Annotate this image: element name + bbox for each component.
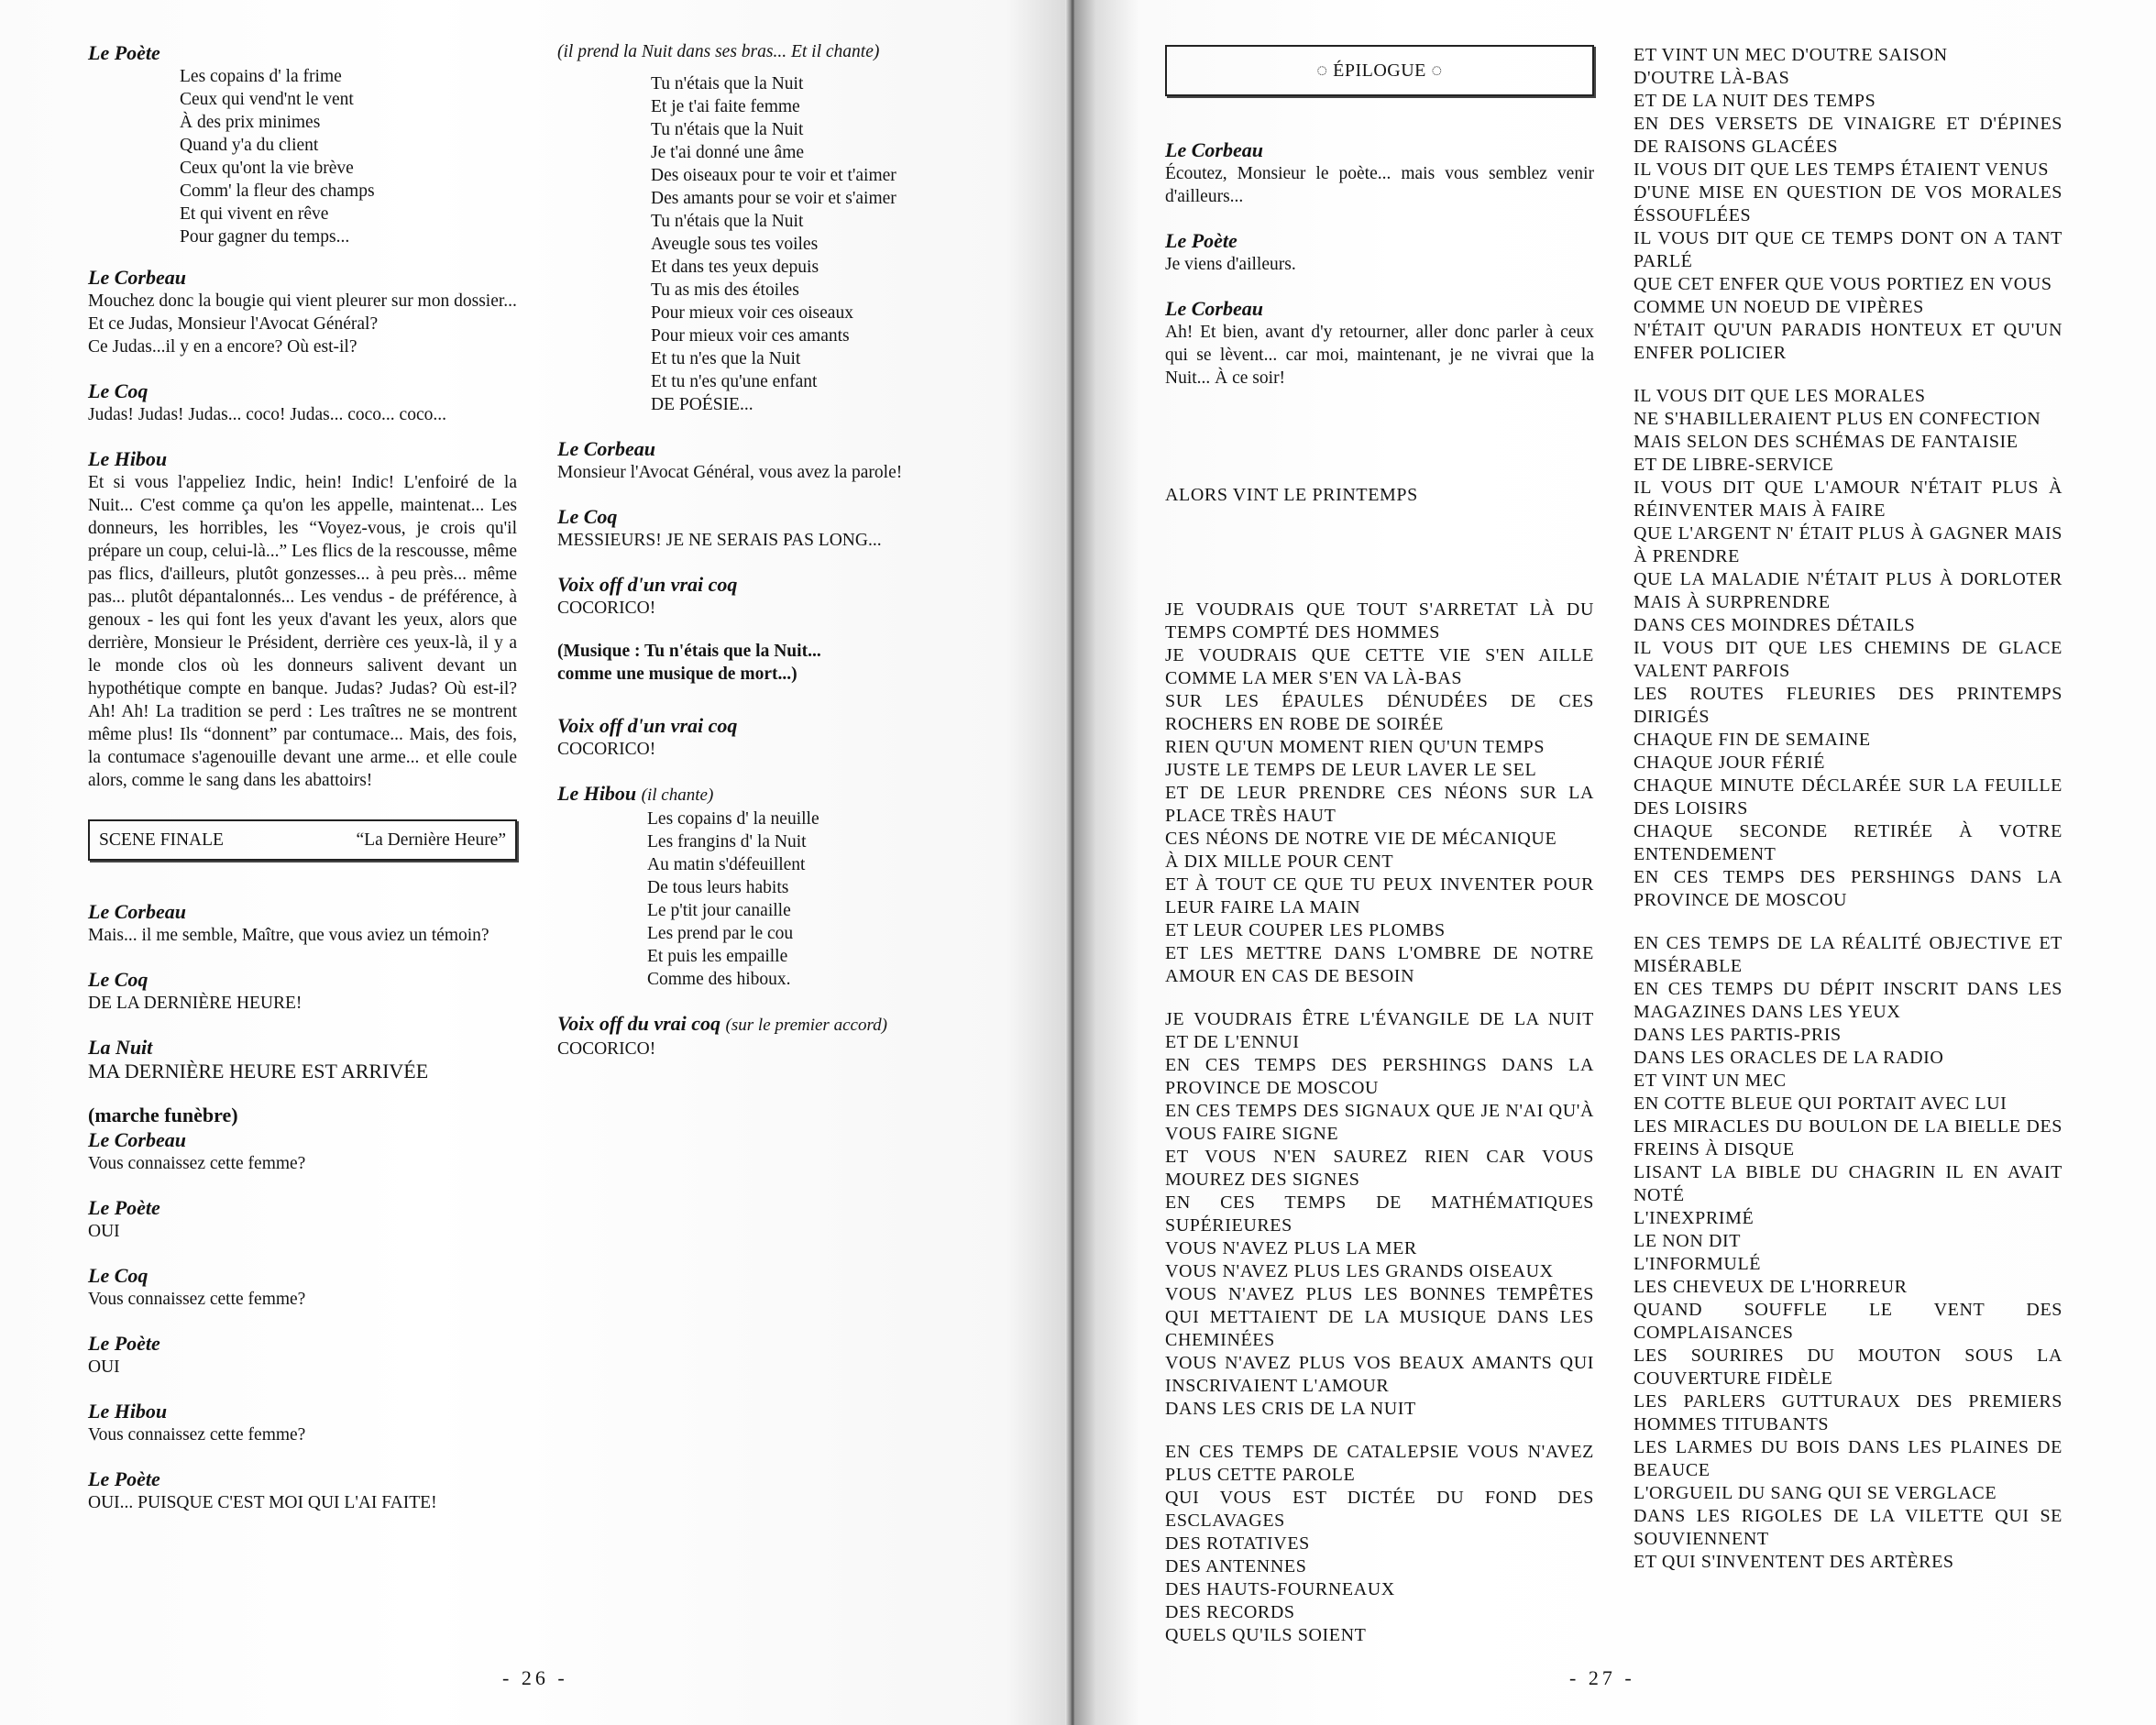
speaker-name: [557, 1011, 961, 1038]
dialogue-text: [88, 1491, 517, 1514]
speaker-name: La Nuit: [88, 1036, 153, 1059]
song-line: Les copains d' la neuille: [647, 809, 820, 829]
poem-line: ET DE LEUR PRENDRE CES NÉONS SUR LA PLACE TRÈS HAUT: [1165, 783, 1594, 826]
dialogue-line: MA DERNIÈRE HEURE EST ARRIVÉE: [88, 1060, 429, 1082]
scene-subtitle: “La Dernière Heure”: [356, 830, 506, 850]
dialogue-block: [88, 379, 517, 426]
poem-stanza: [1165, 1008, 1594, 1421]
poem-line: D'OUTRE LÀ-BAS: [1634, 68, 1790, 88]
poem-line: EN CES TEMPS DES PERSHINGS DANS LA PROVINCE DE MOSCOU: [1634, 867, 2062, 910]
poem-line: IL VOUS DIT QUE CE TEMPS DONT ON A TANT PARLÉ: [1634, 228, 2062, 271]
song-line: Les prend par le cou: [647, 924, 794, 943]
song-line: Et tu n'es qu'une enfant: [651, 372, 818, 391]
song-line: Comme des hiboux.: [647, 970, 791, 989]
poem-line: JE VOUDRAIS QUE TOUT S'ARRETAT LÀ DU TEMPS COMPTÉ DES HOMMES: [1165, 599, 1594, 643]
speaker-name: Le Hibou: [88, 1400, 168, 1423]
poem-line: EN CES TEMPS DE MATHÉMATIQUES SUPÉRIEURES: [1165, 1192, 1594, 1236]
poem-line: ET VOUS N'EN SAUREZ RIEN CAR VOUS MOUREZ DES SIGNES: [1165, 1147, 1594, 1190]
song-line: Des amants pour se voir et s'aimer: [651, 189, 896, 208]
right-column-1-poem: [1165, 599, 1594, 1667]
poem-line: DANS LES CRIS DE LA NUIT: [1165, 1399, 1416, 1419]
poem-line: EN CES TEMPS DES PERSHINGS DANS LA PROVINCE DE MOSCOU: [1165, 1055, 1594, 1098]
song-line: Et tu n'es que la Nuit: [651, 349, 801, 368]
dialogue-line: Vous connaissez cette femme?: [88, 1290, 306, 1309]
right-page: [1074, 0, 2156, 1725]
dialogue-line: Vous connaissez cette femme?: [88, 1154, 306, 1173]
poem-line: IL VOUS DIT QUE LES MORALES: [1634, 386, 1926, 406]
poem-line: QUE L'ARGENT N' ÉTAIT PLUS À GAGNER MAIS À PRENDRE: [1634, 523, 2062, 566]
speaker-name: Le Poète: [88, 1196, 160, 1219]
poem-line: DES ROTATIVES: [1165, 1533, 1310, 1554]
dialogue-line: Quand y'a du client: [180, 136, 319, 155]
speaker-name: Le Corbeau: [1165, 297, 1263, 320]
music-line: (Musique : Tu n'étais que la Nuit...: [557, 642, 821, 661]
dialogue-line: Vous connaissez cette femme?: [88, 1425, 306, 1445]
poem-line: DES RECORDS: [1165, 1602, 1295, 1622]
poem-line: EN CES TEMPS DU DÉPIT INSCRIT DANS LES MAGAZINES DANS LES YEUX: [1634, 979, 2062, 1022]
dialogue-block: [88, 1263, 517, 1311]
poem-line: QUI VOUS EST DICTÉE DU FOND DES ESCLAVAGES: [1165, 1488, 1594, 1531]
poem-line: QUAND SOUFFLE LE VENT DES COMPLAISANCES: [1634, 1300, 2062, 1343]
poem-line: CHAQUE MINUTE DÉCLARÉE SUR LA FEUILLE DES LOISIRS: [1634, 775, 2062, 819]
dialogue-line: Ceux qu'ont la vie brève: [180, 159, 354, 178]
dialogue-block: [88, 1195, 517, 1243]
dialogue-text: [88, 1356, 517, 1379]
dialogue-block: [88, 265, 517, 358]
speaker-name: Le Coq: [88, 968, 148, 991]
poem-line: NE S'HABILLERAIENT PLUS EN CONFECTION: [1634, 409, 2041, 429]
poem-line: ET VINT UN MEC D'OUTRE SAISON: [1634, 45, 1948, 65]
dialogue-line: COCORICO!: [557, 1039, 656, 1059]
speaker-note: (il chante): [641, 786, 714, 805]
speaker-label: Voix off du vrai coq: [557, 1012, 721, 1035]
dialogue-block: [88, 1467, 517, 1514]
dialogue-corbeau: [1165, 137, 1594, 208]
dialogue-voix-off-3: [557, 1011, 961, 1060]
poem-line: SUR LES ÉPAULES DÉNUDÉES DE CES ROCHERS EN ROBE DE SOIRÉE: [1165, 691, 1594, 734]
dialogue-block: [88, 40, 517, 248]
poem-line: JE VOUDRAIS QUE CETTE VIE S'EN AILLE COMME LA MER S'EN VA LÀ-BAS: [1165, 645, 1594, 688]
dialogue-text: [88, 290, 517, 358]
poem-line: DANS LES RIGOLES DE LA VILETTE QUI SE SOUVIENNENT: [1634, 1506, 2062, 1549]
dialogue-coq: [557, 504, 961, 552]
poem-line: ET VINT UN MEC: [1634, 1071, 1787, 1091]
dialogue-line: Judas! Judas! Judas... coco! Judas... coco... coco...: [88, 405, 446, 424]
right-column-1-dialogue: [1165, 137, 1594, 410]
song-line: Et je t'ai faite femme: [651, 97, 800, 116]
speaker-name: Le Corbeau: [1165, 138, 1263, 161]
poem-line: ET DE LIBRE-SERVICE: [1634, 455, 1834, 475]
speaker-name: Le Coq: [557, 505, 618, 528]
poem-line: QUE CET ENFER QUE VOUS PORTIEZ EN VOUS: [1634, 274, 2052, 294]
dialogue-line: Mouchez donc la bougie qui vient pleurer sur mon dossier...: [88, 291, 517, 311]
dialogue-line: À des prix minimes: [180, 113, 321, 132]
song-verse: [557, 72, 961, 416]
poem-line: EN CES TEMPS DE CATALEPSIE VOUS N'AVEZ PLUS CETTE PAROLE: [1165, 1442, 1594, 1485]
poem-stanza: [1634, 385, 2062, 912]
stage-direction: (marche funèbre): [88, 1104, 238, 1126]
poem-stanza: [1634, 932, 2062, 1574]
poem-line: EN CES TEMPS DE LA RÉALITÉ OBJECTIVE ET MISÉRABLE: [1634, 933, 2062, 976]
dialogue-text: [88, 403, 517, 426]
dialogue-line: Les copains d' la frime: [180, 67, 342, 86]
dialogue-corbeau-2: [1165, 296, 1594, 390]
dialogue-line: Comm' la fleur des champs: [180, 181, 375, 201]
poem-line: ET QUI S'INVENTENT DES ARTÈRES: [1634, 1552, 1954, 1572]
scene-title-box: [88, 819, 517, 861]
song-line: Les frangins d' la Nuit: [647, 832, 807, 852]
poem-line: IL VOUS DIT QUE LES CHEMINS DE GLACE VALENT PARFOIS: [1634, 638, 2062, 681]
dialogue-paragraph: Et si vous l'appeliez Indic, hein! Indic! L'enfoiré de la Nuit... C'est comme ça qu'on les appelle, maintenat... Les donneurs, les horribles, les “Voyez-vous, je crois qu'il prépare un coup, celui-là...” Les flics de la rescousse, même pas flics, d'ailleurs, plutôt gonzesses... à peu près... même pas... plutôt dépantalonnés... Les vendus - de préférence, à genoux - les qui font les yeux d'avant les yeux, alors que derrière, Monsieur le Président, derrière ces yeux-là, il y a le monde clos où les donneurs salivent devant un hypothétique compte en banque. Judas? Judas? Où est-il? Ah! Ah! La tradition se perd : Les traîtres ne se montrent même plus! Ils “donnent” par contumace... Mais, des fois, la contumace s'agenouille devant une arme... et elle coule alors, comme le sang dans les abattoirs!: [88, 473, 517, 790]
speaker-name: Le Poète: [88, 1467, 160, 1490]
poem-line: VOUS N'AVEZ PLUS LES BONNES TEMPÊTES QUI METTAIENT DE LA MUSIQUE DANS LES CHEMINÉES: [1165, 1284, 1594, 1350]
song-line: Aveugle sous tes voiles: [651, 235, 819, 254]
song-line: Des oiseaux pour te voir et t'aimer: [651, 166, 896, 185]
poem-line: ET À TOUT CE QUE TU PEUX INVENTER POUR LEUR FAIRE LA MAIN: [1165, 874, 1594, 917]
poem-line: CHAQUE JOUR FÉRIÉ: [1634, 753, 1826, 773]
song-line: Tu as mis des étoiles: [651, 280, 799, 300]
speaker-note: (sur le premier accord): [725, 1016, 887, 1035]
speaker-name: Le Poète: [88, 41, 160, 64]
printemps-line: ALORS VINT LE PRINTEMPS: [1165, 485, 1418, 505]
left-column-2: [557, 40, 961, 1081]
dialogue-line: Écoutez, Monsieur le poète... mais vous semblez venir d'ailleurs...: [1165, 164, 1594, 206]
scene-label: SCENE FINALE: [99, 830, 224, 850]
poem-line: LES ROUTES FLEURIES DES PRINTEMPS DIRIGÉS: [1634, 684, 2062, 727]
poem-line: DANS LES PARTIS-PRIS: [1634, 1025, 1842, 1045]
poem-line: MAIS SELON DES SCHÉMAS DE FANTAISIE: [1634, 432, 2018, 452]
dialogue-line: OUI: [88, 1357, 120, 1377]
page-number: - 27 -: [1569, 1666, 1635, 1689]
speaker-name: Le Corbeau: [88, 900, 186, 923]
song-line: DE POÉSIE...: [651, 395, 754, 414]
poem-line: À DIX MILLE POUR CENT: [1165, 852, 1394, 872]
poem-line: N'ÉTAIT QU'UN PARADIS HONTEUX ET QU'UN ENFER POLICIER: [1634, 320, 2062, 363]
speaker-name: Voix off d'un vrai coq: [557, 573, 738, 596]
speaker-label: Le Hibou: [557, 782, 637, 805]
speaker-name: Voix off d'un vrai coq: [557, 714, 738, 737]
dialogue-line: OUI: [88, 1222, 120, 1241]
speaker-name: Le Corbeau: [88, 266, 186, 289]
poem-line: LES MIRACLES DU BOULON DE LA BIELLE DES FREINS À DISQUE: [1634, 1116, 2062, 1159]
dialogue-block: [88, 1035, 517, 1083]
poem-line: VOUS N'AVEZ PLUS LES GRANDS OISEAUX: [1165, 1261, 1554, 1281]
dialogue-block: [88, 446, 517, 792]
dialogue-line: MESSIEURS! JE NE SERAIS PAS LONG...: [557, 531, 882, 550]
poem-line: EN DES VERSETS DE VINAIGRE ET D'ÉPINES DE RAISONS GLACÉES: [1634, 114, 2062, 157]
song-verse: [88, 65, 517, 248]
poem-line: EN CES TEMPS DES SIGNAUX QUE JE N'AI QU'À VOUS FAIRE SIGNE: [1165, 1101, 1594, 1144]
dialogue-block: [88, 1127, 517, 1175]
poem-line: CHAQUE FIN DE SEMAINE: [1634, 730, 1871, 750]
poem-line: IL VOUS DIT QUE L'AMOUR N'ÉTAIT PLUS À RÉINVENTER MAIS À FAIRE: [1634, 478, 2062, 521]
poem-line: L'INFORMULÉ: [1634, 1254, 1762, 1274]
poem-line: LES SOURIRES DU MOUTON SOUS LA COUVERTURE FIDÈLE: [1634, 1346, 2062, 1389]
right-column-2-poem: [1634, 44, 2062, 1594]
dialogue-text: [88, 1423, 517, 1446]
speaker-name: Le Coq: [88, 379, 148, 402]
poem-line: IL VOUS DIT QUE LES TEMPS ÉTAIENT VENUS: [1634, 159, 2050, 180]
dialogue-line: Ceux qui vend'nt le vent: [180, 90, 354, 109]
poem-line: LE NON DIT: [1634, 1231, 1742, 1251]
poem-line: L'INEXPRIMÉ: [1634, 1208, 1754, 1228]
left-column-1: [88, 40, 517, 1534]
speaker-name: Le Hibou: [88, 447, 168, 470]
poem-line: QUE LA MALADIE N'ÉTAIT PLUS À DORLOTER MAIS À SURPRENDRE: [1634, 569, 2062, 612]
song-line: Pour mieux voir ces oiseaux: [651, 303, 853, 323]
song-line: Le p'tit jour canaille: [647, 901, 791, 920]
poem-line: EN COTTE BLEUE QUI PORTAIT AVEC LUI: [1634, 1093, 2008, 1114]
poem-line: L'ORGUEIL DU SANG QUI SE VERGLACE: [1634, 1483, 1997, 1503]
music-line: comme une musique de mort...): [557, 665, 798, 684]
song-line: Je t'ai donné une âme: [651, 143, 805, 162]
poem-line: JE VOUDRAIS ÊTRE L'ÉVANGILE DE LA NUIT ET DE L'ENNUI: [1165, 1009, 1594, 1052]
poem-line: DES HAUTS-FOURNEAUX: [1165, 1579, 1395, 1599]
dialogue-text: [88, 992, 517, 1015]
dialogue-text: [88, 1060, 517, 1083]
poem-line: ET LEUR COUPER LES PLOMBS: [1165, 920, 1446, 940]
stage-direction: (il prend la Nuit dans ses bras... Et il chante): [557, 42, 880, 61]
poem-line: CHAQUE SECONDE RETIRÉE À VOTRE ENTENDEMENT: [1634, 821, 2062, 864]
song-line: Et puis les empaille: [647, 947, 788, 966]
dialogue-line: Et qui vivent en rêve: [180, 204, 329, 224]
poem-line: DANS LES ORACLES DE LA RADIO: [1634, 1048, 1944, 1068]
dialogue-block: [88, 967, 517, 1015]
dialogue-line: Je viens d'ailleurs.: [1165, 255, 1296, 274]
dialogue-block: [88, 1331, 517, 1379]
dialogue-line: Mais... il me semble, Maître, que vous aviez un témoin?: [88, 926, 490, 945]
dialogue-text: [88, 1288, 517, 1311]
poem-line: JUSTE LE TEMPS DE LEUR LAVER LE SEL: [1165, 760, 1537, 780]
poem-line: ET LES METTRE DANS L'OMBRE DE NOTRE AMOUR EN CAS DE BESOIN: [1165, 943, 1594, 986]
poem-line: VOUS N'AVEZ PLUS VOS BEAUX AMANTS QUI INSCRIVAIENT L'AMOUR: [1165, 1353, 1594, 1396]
epilogue-title: ◌ ÉPILOGUE ◌: [1316, 60, 1443, 81]
poem-line: COMME UN NOEUD DE VIPÈRES: [1634, 297, 1924, 317]
song-line: Tu n'étais que la Nuit: [651, 120, 804, 139]
speaker-name: [557, 781, 961, 808]
poem-line: DES ANTENNES: [1165, 1556, 1307, 1577]
poem-line: DANS CES MOINDRES DÉTAILS: [1634, 615, 1916, 635]
speaker-name: Le Poète: [1165, 229, 1238, 252]
poem-line: LES PARLERS GUTTURAUX DES PREMIERS HOMMES TITUBANTS: [1634, 1391, 2062, 1434]
poem-line: LES CHEVEUX DE L'HORREUR: [1634, 1277, 1908, 1297]
speaker-name: Le Corbeau: [557, 437, 655, 460]
poem-line: ET DE LA NUIT DES TEMPS: [1634, 91, 1876, 111]
song-line: Au matin s'défeuillent: [647, 855, 806, 874]
dialogue-line: COCORICO!: [557, 740, 656, 759]
poem-line: D'UNE MISE EN QUESTION DE VOS MORALES ÉSSOUFLÉES: [1634, 182, 2062, 225]
dialogue-line: Ah! Et bien, avant d'y retourner, aller donc parler à ceux qui se lèvent... car moi, maintenant, je ne vivrai que la Nuit... À ce soir!: [1165, 323, 1594, 388]
dialogue-line: Et ce Judas, Monsieur l'Avocat Général?: [88, 314, 379, 334]
speaker-name: Le Corbeau: [88, 1128, 186, 1151]
speaker-name: Le Coq: [88, 1264, 148, 1287]
poem-line: VOUS N'AVEZ PLUS LA MER: [1165, 1238, 1417, 1258]
poem-line: LISANT LA BIBLE DU CHAGRIN IL EN AVAIT NOTÉ: [1634, 1162, 2062, 1205]
song-line: De tous leurs habits: [647, 878, 789, 897]
music-direction: [557, 640, 961, 686]
speaker-name: Le Poète: [88, 1332, 160, 1355]
dialogue-text: [88, 924, 517, 947]
song-line: Tu n'étais que la Nuit: [651, 212, 804, 231]
dialogue-line: Ce Judas...il y en a encore? Où est-il?: [88, 337, 358, 357]
poem-line: QUELS QU'ILS SOIENT: [1165, 1625, 1367, 1645]
poem-stanza: [1165, 599, 1594, 988]
song-verse: [557, 808, 961, 991]
poem-line: CES NÉONS DE NOTRE VIE DE MÉCANIQUE: [1165, 829, 1557, 849]
dialogue-line: Monsieur l'Avocat Général, vous avez la parole!: [557, 463, 903, 482]
dialogue-corbeau: [557, 436, 961, 484]
dialogue-line: Pour gagner du temps...: [180, 227, 350, 247]
epilogue-title-box: [1165, 45, 1594, 96]
dialogue-line: DE LA DERNIÈRE HEURE!: [88, 994, 302, 1013]
page-number: - 26 -: [502, 1666, 568, 1689]
dialogue-text: [88, 1152, 517, 1175]
poem-line: LES LARMES DU BOIS DANS LES PLAINES DE BEAUCE: [1634, 1437, 2062, 1480]
dialogue-line: COCORICO!: [557, 599, 656, 618]
song-line: Tu n'étais que la Nuit: [651, 74, 804, 93]
song-line: Et dans tes yeux depuis: [651, 258, 820, 277]
dialogue-text: [88, 1220, 517, 1243]
dialogue-voix-off-2: [557, 713, 961, 761]
song-line: Pour mieux voir ces amants: [651, 326, 850, 346]
poem-line: RIEN QU'UN MOMENT RIEN QU'UN TEMPS: [1165, 737, 1546, 757]
dialogue-line: OUI... PUISQUE C'EST MOI QUI L'AI FAITE!: [88, 1493, 437, 1512]
dialogue-block: [88, 1399, 517, 1446]
dialogue-hibou-song: [557, 781, 961, 991]
dialogue-poete: [1165, 228, 1594, 276]
poem-stanza: [1165, 1441, 1594, 1647]
dialogue-voix-off-1: [557, 572, 961, 620]
left-page: [0, 0, 1071, 1725]
poem-stanza: [1634, 44, 2062, 365]
dialogue-block: [88, 899, 517, 947]
